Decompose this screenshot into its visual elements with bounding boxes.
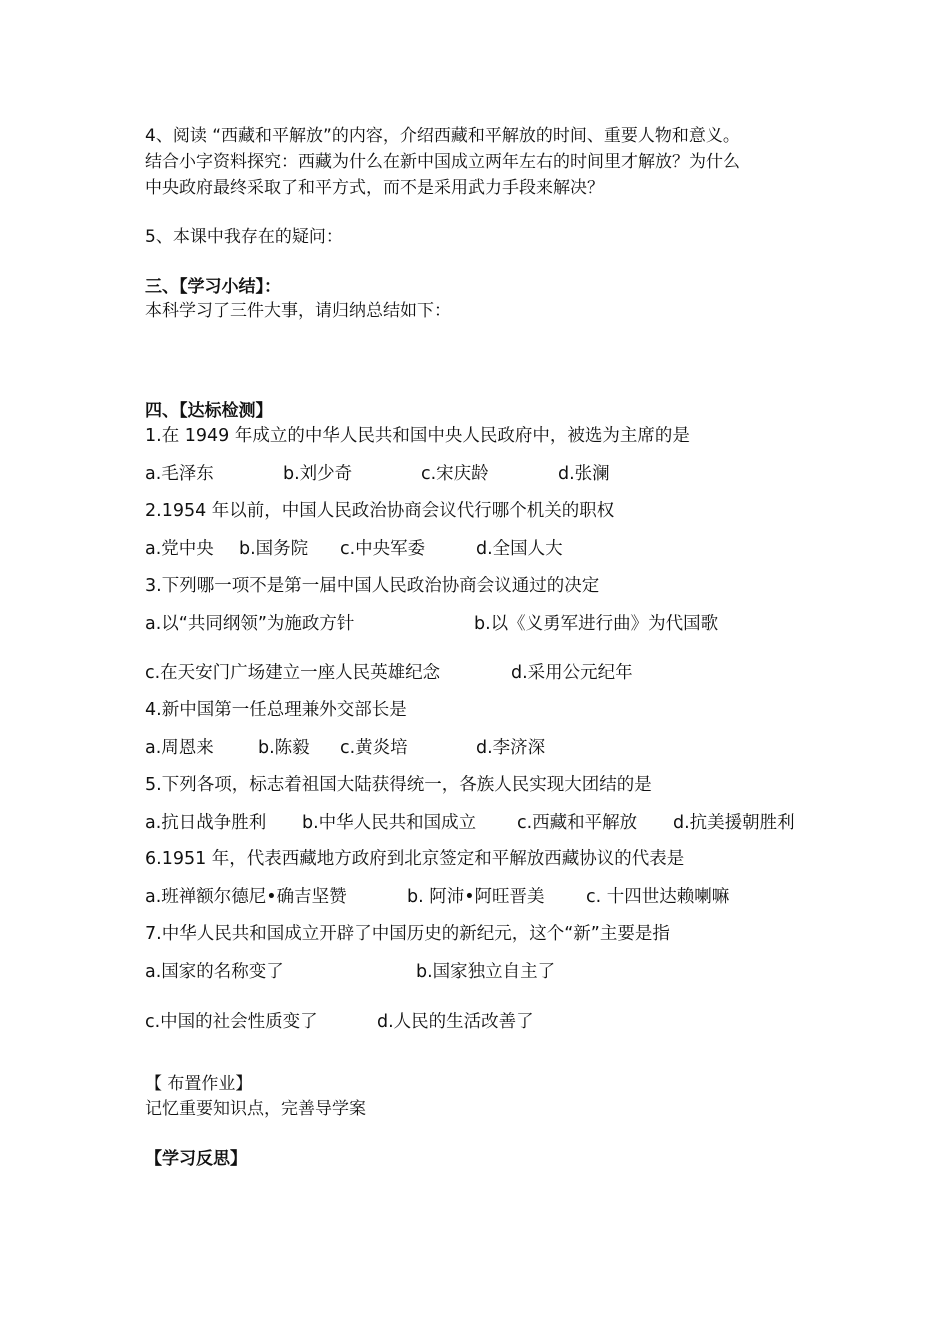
q2-option-c: c.中央军委 <box>340 539 426 559</box>
q7-option-d: d.人民的生活改善了 <box>377 1012 534 1032</box>
q7-option-c: c.中国的社会性质变了 <box>145 1012 318 1032</box>
q3-option-d: d.采用公元纪年 <box>511 663 633 683</box>
question-4: 4.新中国第一任总理兼外交部长是 <box>145 700 407 720</box>
q6-option-b: b. 阿沛•阿旺晋美 <box>407 887 545 907</box>
q3-option-b: b.以《义勇军进行曲》为代国歌 <box>474 614 719 634</box>
homework-heading: 【 布置作业】 <box>145 1074 253 1094</box>
q5-option-d: d.抗美援朝胜利 <box>673 813 795 833</box>
q2-option-a: a.党中央 <box>145 539 214 559</box>
q7-option-a: a.国家的名称变了 <box>145 962 284 982</box>
q6-option-a: a.班禅额尔德尼•确吉坚赞 <box>145 887 347 907</box>
question-6: 6.1951 年，代表西藏地方政府到北京签定和平解放西藏协议的代表是 <box>145 849 685 869</box>
q5-option-a: a.抗日战争胜利 <box>145 813 267 833</box>
q1-option-a: a.毛泽东 <box>145 464 214 484</box>
q1-option-c: c.宋庆龄 <box>421 464 489 484</box>
question-3: 3.下列哪一项不是第一届中国人民政治协商会议通过的决定 <box>145 576 600 596</box>
question-2: 2.1954 年以前，中国人民政治协商会议代行哪个机关的职权 <box>145 501 615 521</box>
summary-heading: 三、【学习小结】： <box>145 277 281 297</box>
q5-option-c: c.西藏和平解放 <box>517 813 638 833</box>
homework-text: 记忆重要知识点，完善导学案 <box>145 1099 366 1119</box>
question-7: 7.中华人民共和国成立开辟了中国历史的新纪元，这个“新”主要是指 <box>145 924 670 944</box>
q1-option-d: d.张澜 <box>558 464 610 484</box>
q4-option-d: d.李济深 <box>476 738 546 758</box>
q2-option-b: b.国务院 <box>239 539 309 559</box>
test-heading: 四、【达标检测】 <box>145 401 273 421</box>
q4-option-c: c.黄炎培 <box>340 738 408 758</box>
item4-line2: 结合小字资料探究：西藏为什么在新中国成立两年左右的时间里才解放？为什么 <box>145 152 740 172</box>
q5-option-b: b.中华人民共和国成立 <box>302 813 477 833</box>
q1-option-b: b.刘少奇 <box>283 464 353 484</box>
q4-option-a: a.周恩来 <box>145 738 214 758</box>
reflection-heading: 【学习反思】 <box>145 1149 247 1169</box>
question-5: 5.下列各项，标志着祖国大陆获得统一，各族人民实现大团结的是 <box>145 775 652 795</box>
item5: 5、本课中我存在的疑问： <box>145 227 343 247</box>
question-1: 1.在 1949 年成立的中华人民共和国中央人民政府中，被选为主席的是 <box>145 426 690 446</box>
q3-option-a: a.以“共同纲领”为施政方针 <box>145 614 355 634</box>
q4-option-b: b.陈毅 <box>258 738 310 758</box>
q7-option-b: b.国家独立自主了 <box>416 962 556 982</box>
q2-option-d: d.全国人大 <box>476 539 563 559</box>
item4-line3: 中央政府最终采取了和平方式，而不是采用武力手段来解决？ <box>145 178 604 198</box>
summary-text: 本科学习了三件大事，请归纳总结如下： <box>145 301 451 321</box>
q6-option-c: c. 十四世达赖喇嘛 <box>586 887 730 907</box>
q3-option-c: c.在天安门广场建立一座人民英雄纪念 <box>145 663 441 683</box>
item4-line1: 4、阅读 “西藏和平解放”的内容，介绍西藏和平解放的时间、重要人物和意义。 <box>145 126 740 146</box>
